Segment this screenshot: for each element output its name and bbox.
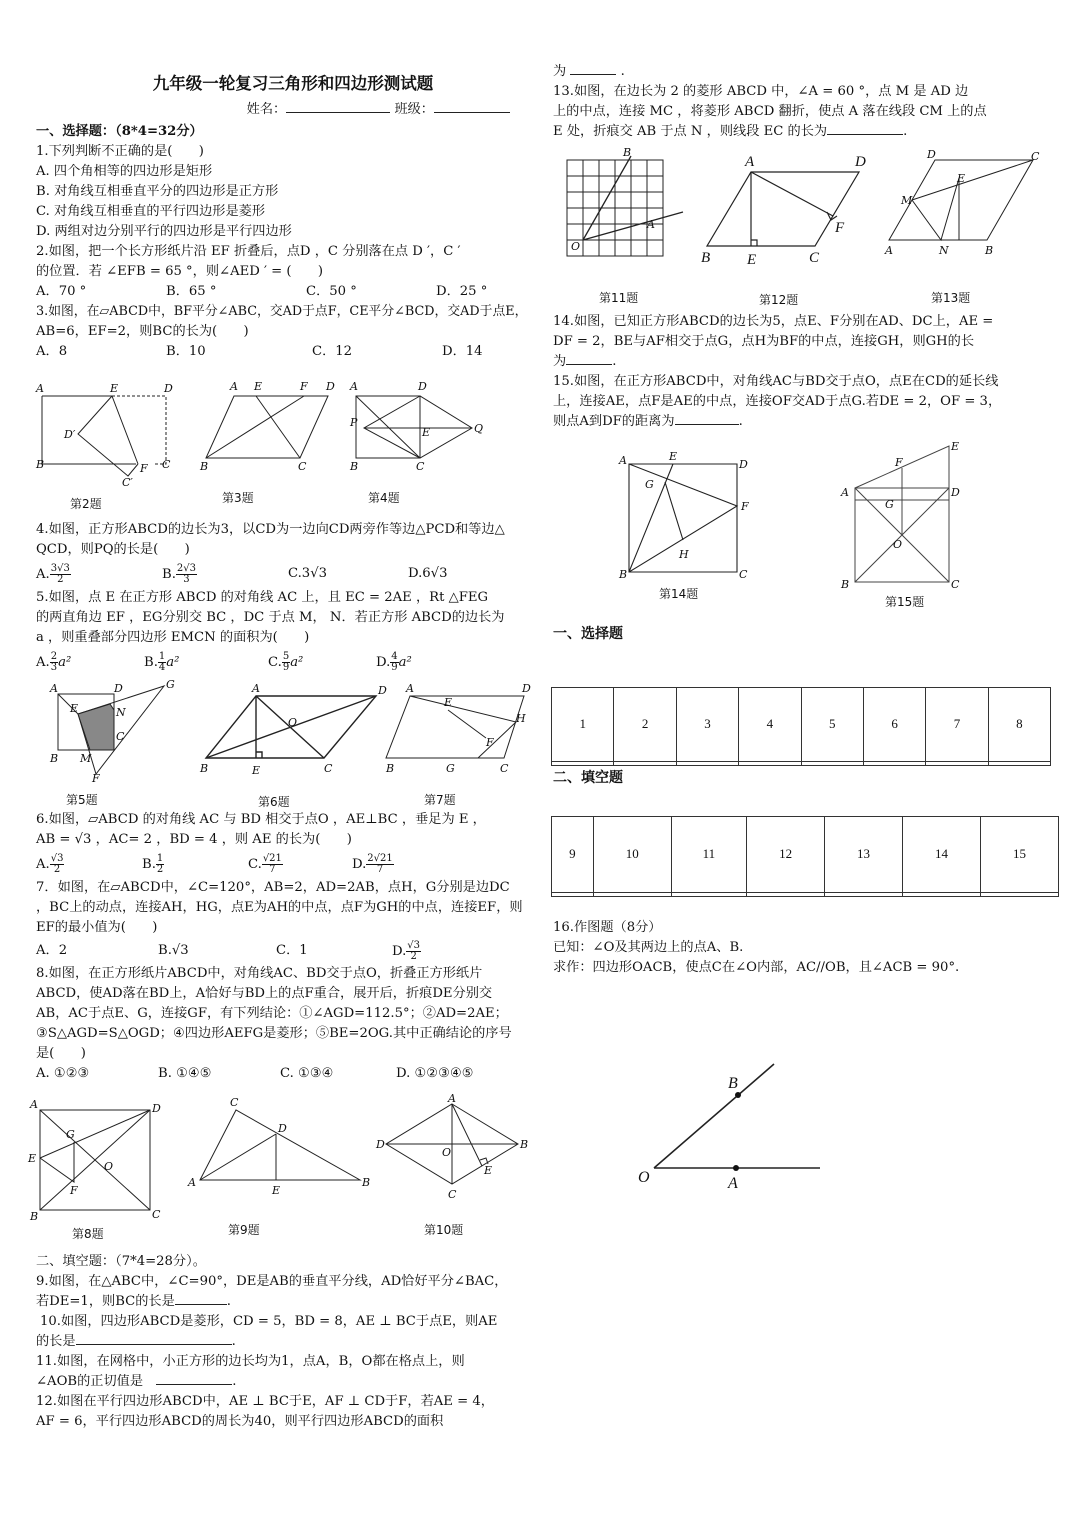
svg-text:F: F — [835, 220, 845, 236]
question-6 — [36, 810, 550, 878]
caption-q6: 第6题 — [258, 795, 290, 809]
svg-text:A: A — [448, 1092, 456, 1105]
choice-number: 2 — [614, 688, 676, 762]
svg-text:E: E — [422, 426, 431, 439]
q7-option-d[interactable]: D. $\frac{√3}{2}$ — [392, 939, 421, 962]
svg-text:B: B — [50, 752, 59, 765]
q14-stem: 14.如图，已知正方形ABCD的边长为5，点E、F分别在AD、DC上，AE = — [553, 314, 994, 329]
svg-text:O: O — [442, 1146, 452, 1159]
q7-option-b[interactable]: B.√3 — [158, 943, 189, 958]
svg-text:B: B — [30, 1210, 39, 1223]
svg-text:C: C — [116, 730, 125, 743]
q5-options — [36, 648, 550, 676]
answer-cell[interactable] — [801, 761, 863, 765]
q15-stem-3: 则点A到DF的距离为 . — [553, 414, 743, 429]
question-11 — [36, 1352, 550, 1392]
figure-q9 — [188, 1096, 378, 1200]
svg-text:B: B — [362, 1176, 371, 1189]
caption-q12: 第12题 — [759, 293, 799, 307]
q12-stem-3: 为 . — [553, 64, 625, 79]
figure-q5 — [44, 678, 184, 785]
svg-text:B: B — [623, 146, 632, 159]
svg-text:O: O — [104, 1160, 114, 1173]
svg-text:C: C — [1031, 150, 1040, 163]
svg-text:O: O — [571, 240, 581, 253]
answer-cell[interactable] — [614, 761, 676, 765]
answer-table-fill — [551, 816, 1059, 897]
answer-cell[interactable] — [903, 892, 981, 896]
q13-stem-2: 上的中点，连接 MC ，将菱形 ABCD 翻折，使点 A 落在线段 CM 上的点 — [553, 104, 987, 119]
name-field[interactable] — [286, 112, 390, 113]
answer-cell[interactable] — [926, 761, 988, 765]
svg-text:B: B — [386, 762, 395, 775]
svg-text:C: C — [230, 1096, 239, 1109]
svg-text:O: O — [288, 716, 298, 729]
q4-options — [36, 560, 550, 588]
fill-number: 11 — [671, 817, 746, 893]
q12-answer-blank[interactable] — [570, 74, 616, 75]
svg-text:A: A — [406, 682, 414, 695]
question-2 — [36, 242, 550, 302]
page-title: 九年级一轮复习三角形和四边形测试题 — [152, 74, 434, 93]
caption-q10: 第10题 — [424, 1223, 464, 1237]
q12-stem-2: AF = 6，平行四边形ABCD的周长为40，则平行四边形ABCD的面积 — [36, 1414, 444, 1429]
q7-options — [36, 938, 550, 964]
svg-text:C′: C′ — [122, 476, 133, 489]
svg-text:B: B — [841, 578, 850, 591]
svg-text:D: D — [326, 380, 335, 393]
q13-stem-3: E 处，折痕交 AB 于点 N ，则线段 EC 的长为 . — [553, 124, 908, 139]
svg-text:G: G — [66, 1128, 75, 1141]
q5-stem: 5.如图，点 E 在正方形 ABCD 的对角线 AC 上，且 EC = 2AE ，Rt △FEG — [36, 590, 489, 605]
answer-sheet-choice-heading: 一、选择题 — [553, 626, 623, 642]
q3-option-d[interactable]: D．14 — [442, 344, 483, 359]
right-column — [553, 62, 1053, 644]
choice-number: 1 — [552, 688, 614, 762]
svg-text:C: C — [162, 458, 171, 471]
q1-stem: 1.下列判断不正确的是( ) — [36, 144, 204, 159]
svg-text:D: D — [376, 1138, 385, 1151]
svg-text:B: B — [200, 762, 209, 775]
svg-text:Q: Q — [474, 422, 484, 435]
answer-cell[interactable] — [552, 761, 614, 765]
figures-2-4 — [36, 362, 550, 520]
class-field[interactable] — [434, 112, 510, 113]
question-13 — [553, 82, 1053, 142]
q2-option-c[interactable]: C．50 ° — [306, 284, 357, 299]
question-9 — [36, 1272, 550, 1312]
fill-number: 14 — [903, 817, 981, 893]
q4-stem: 4.如图，正方形ABCD的边长为3，以CD为一边向CD两旁作等边△PCD和等边△ — [36, 522, 505, 537]
q4-option-a[interactable]: A. $\frac{3√3}{2}$ — [36, 562, 70, 585]
svg-text:G: G — [885, 498, 894, 511]
svg-text:D: D — [927, 148, 936, 161]
figure-q14 — [619, 450, 759, 581]
q2-stem: 2.如图，把一个长方形纸片沿 EF 折叠后，点D ，C 分别落在点 D ′，C ′ — [36, 244, 461, 259]
caption-q5: 第5题 — [66, 793, 98, 807]
svg-text:F: F — [895, 456, 903, 469]
q13-answer-blank[interactable] — [827, 134, 903, 135]
svg-text:F: F — [741, 500, 749, 513]
section-choice-heading: 一、选择题：（8*4=32分） — [36, 124, 203, 139]
question-15 — [553, 372, 1053, 432]
figure-q16[interactable] — [630, 1058, 830, 1198]
q2-options — [36, 282, 550, 302]
q4-option-d[interactable]: D.6√3 — [408, 566, 448, 581]
answer-cell[interactable] — [593, 892, 671, 896]
q11-stem-2: ∠AOB的正切值是 . — [36, 1374, 237, 1389]
fill-number: 13 — [825, 817, 903, 893]
svg-text:E: E — [444, 696, 453, 709]
caption-q3: 第3题 — [222, 491, 254, 505]
q10-answer-blank[interactable] — [76, 1344, 232, 1345]
svg-text:E: E — [252, 764, 261, 777]
q5-option-c[interactable]: C. $\frac{5}{9}$ a² — [268, 650, 304, 673]
q8-stem: 8.如图，在正方形纸片ABCD中，对角线AC、BD交于点O，折叠正方形纸片 — [36, 966, 483, 981]
figure-q13 — [883, 148, 1043, 266]
q6-option-c[interactable]: C. $\frac{√21}{7}$ — [248, 852, 282, 875]
svg-text:C: C — [951, 578, 960, 591]
svg-text:E: E — [28, 1152, 37, 1165]
svg-text:A: A — [350, 380, 358, 393]
figures-14-15 — [553, 432, 1053, 620]
svg-text:F: F — [140, 462, 148, 475]
svg-text:C: C — [500, 762, 509, 775]
q1-option-b[interactable]: B. 对角线互相垂直平分的四边形是正方形 — [36, 184, 279, 199]
question-3 — [36, 302, 550, 362]
q1-option-d[interactable]: D. 两组对边分别平行的四边形是平行四边形 — [36, 224, 292, 239]
caption-q7: 第7题 — [424, 793, 456, 807]
svg-text:D: D — [164, 382, 173, 395]
svg-text:B: B — [701, 250, 711, 266]
svg-text:D: D — [522, 682, 531, 695]
q5-stem-2: 的两直角边 EF ，EG分别交 BC ，DC 于点 M， N．若正方形 ABCD的边长为 — [36, 610, 505, 625]
label-o: O — [638, 1169, 650, 1186]
question-4 — [36, 520, 550, 588]
svg-text:D: D — [739, 458, 748, 471]
svg-text:C: C — [416, 460, 425, 473]
answer-table-choice-row — [552, 761, 1051, 765]
q11-answer-blank[interactable] — [156, 1384, 232, 1385]
svg-text:D: D — [378, 684, 387, 697]
figures-5-7 — [36, 676, 550, 810]
section-fill-heading: 二、填空题：（7*4=28分）。 — [36, 1254, 206, 1269]
answer-cell[interactable] — [676, 761, 738, 765]
svg-text:D′: D′ — [64, 428, 76, 441]
q8-option-a[interactable]: A. ①②③ — [36, 1066, 90, 1081]
q3-option-a[interactable]: A．8 — [36, 344, 68, 359]
q8-stem-3: AB，AC于点E、G，连接GF，有下列结论：①∠AGD=112.5°；②AD=2AE； — [36, 1006, 508, 1021]
answer-cell[interactable] — [552, 892, 594, 896]
choice-number: 8 — [988, 688, 1050, 762]
svg-text:E: E — [254, 380, 263, 393]
q15-answer-blank[interactable] — [675, 424, 739, 425]
caption-q4: 第4题 — [368, 491, 400, 505]
svg-text:F: F — [92, 772, 100, 785]
question-1 — [36, 142, 550, 242]
q2-option-b[interactable]: B．65 ° — [166, 284, 217, 299]
left-column — [28, 72, 550, 1432]
fill-number: 9 — [552, 817, 594, 893]
caption-q8: 第8题 — [72, 1227, 104, 1241]
caption-q11: 第11题 — [599, 291, 639, 305]
svg-text:E: E — [110, 382, 119, 395]
svg-text:A: A — [230, 380, 238, 393]
svg-text:B: B — [36, 458, 45, 471]
svg-text:G: G — [645, 478, 654, 491]
answer-table-choice — [551, 687, 1051, 766]
q10-stem-2: 的长是 . — [36, 1334, 236, 1349]
q6-option-b[interactable]: B. $\frac{1}{2}$ — [142, 852, 164, 875]
svg-text:E: E — [957, 172, 966, 185]
q9-stem-2: 若DE=1，则BC的长是 . — [36, 1294, 231, 1309]
q4-option-b[interactable]: B. $\frac{2√3}{3}$ — [162, 562, 196, 585]
q7-stem-3: EF的最小值为( ) — [36, 920, 158, 935]
svg-text:D: D — [152, 1102, 161, 1115]
choice-number: 4 — [739, 688, 801, 762]
svg-text:B: B — [520, 1138, 529, 1151]
svg-text:B: B — [619, 568, 628, 581]
answer-cell[interactable] — [825, 892, 903, 896]
svg-text:B: B — [350, 460, 359, 473]
svg-text:E: E — [669, 450, 678, 463]
svg-text:E: E — [272, 1184, 281, 1197]
q13-stem: 13.如图，在边长为 2 的菱形 ABCD 中，∠A = 60 °，点 M 是 AD 边 — [553, 84, 969, 99]
q6-options — [36, 850, 550, 878]
figure-q4 — [350, 376, 490, 476]
q8-stem-4: ③S△AGD=S△OGD；④四边形AEFG是菱形；⑤BE=2OG.其中正确结论的序号 — [36, 1026, 512, 1041]
figure-q2 — [36, 376, 176, 489]
name-class-line — [36, 100, 550, 120]
svg-text:F: F — [70, 1184, 78, 1197]
q12-stem: 12.如图在平行四边形ABCD中，AE ⊥ BC于E，AF ⊥ CD于F，若AE = 4， — [36, 1394, 494, 1409]
svg-text:D: D — [114, 682, 123, 695]
svg-text:A: A — [188, 1176, 196, 1189]
svg-text:A: A — [619, 454, 627, 467]
svg-text:N: N — [939, 244, 949, 257]
answer-sheet-fill-heading: 二、填空题 — [553, 770, 623, 786]
svg-text:H: H — [679, 548, 689, 561]
svg-text:M: M — [901, 194, 913, 207]
svg-text:A: A — [745, 154, 755, 170]
figure-q12 — [699, 150, 879, 270]
q1-option-c[interactable]: C. 对角线互相垂直的平行四边形是菱形 — [36, 204, 266, 219]
q14-stem-2: DF = 2，BE与AF相交于点G，点H为BF的中点，连接GH，则GH的长 — [553, 334, 975, 349]
q14-stem-3: 为 . — [553, 354, 617, 369]
q16-task: 求作：四边形OACB，使点C在∠O内部，AC∕∕OB，且∠ACB = 90°. — [553, 960, 960, 975]
fill-number: 10 — [593, 817, 671, 893]
answer-cell[interactable] — [981, 892, 1059, 896]
q3-stem: 3.如图，在▱ABCD中，BF平分∠ABC，交AD于点F，CE平分∠BCD，交AD于点E， — [36, 304, 528, 319]
label-a: A — [728, 1175, 738, 1192]
choice-number: 3 — [676, 688, 738, 762]
svg-text:E: E — [70, 702, 79, 715]
q11-stem: 11.如图，在网格中，小正方形的边长均为1，点A，B，O都在格点上，则 — [36, 1354, 465, 1369]
q3-stem-2: AB=6，EF=2，则BC的长为( ) — [36, 324, 249, 339]
q16-heading: 16.作图题（8分） — [553, 920, 662, 935]
figure-q8 — [28, 1098, 168, 1223]
caption-q15: 第15题 — [885, 595, 925, 609]
answer-table-fill-row — [552, 892, 1059, 896]
question-10 — [36, 1312, 550, 1352]
svg-text:E: E — [951, 440, 960, 453]
question-16 — [553, 918, 1053, 978]
figures-11-13 — [553, 142, 1053, 312]
choice-number: 7 — [926, 688, 988, 762]
svg-text:N: N — [116, 706, 126, 719]
q6-stem-2: AB = √3 ，AC= 2 ，BD = 4 ，则 AE 的长为( ) — [36, 832, 352, 847]
q8-option-b[interactable]: B. ①④⑤ — [158, 1066, 212, 1081]
answer-cell[interactable] — [747, 892, 825, 896]
q8-stem-2: ABCD，使AD落在BD上，A恰好与BD上的点F重合，展开后，折痕DE分别交 — [36, 986, 493, 1001]
q16-given: 已知：∠O及其两边上的点A、B. — [553, 940, 744, 955]
choice-number: 5 — [801, 688, 863, 762]
label-b: B — [728, 1075, 738, 1092]
q4-stem-2: QCD，则PQ的长是( ) — [36, 542, 190, 557]
q6-option-a[interactable]: A. $\frac{√3}{2}$ — [36, 852, 64, 875]
svg-text:C: C — [809, 250, 820, 266]
svg-text:M: M — [80, 752, 92, 765]
svg-text:A: A — [36, 382, 44, 395]
q4-option-c[interactable]: C.3√3 — [288, 566, 327, 581]
q2-option-d[interactable]: D．25 ° — [436, 284, 488, 299]
q15-stem: 15.如图，在正方形ABCD中，对角线AC与BD交于点O，点E在CD的延长线 — [553, 374, 999, 389]
q3-option-c[interactable]: C．12 — [312, 344, 353, 359]
q8-option-c[interactable]: C. ①③④ — [280, 1066, 334, 1081]
svg-text:G: G — [446, 762, 455, 775]
figures-8-10 — [28, 1084, 550, 1252]
question-7 — [36, 878, 550, 964]
q5-stem-3: a ，则重叠部分四边形 EMCN 的面积为( ) — [36, 630, 310, 645]
name-label: 姓名： — [246, 102, 287, 117]
q15-stem-2: 上，连接AE，点F是AE的中点，连接OF交AD于点G.若DE = 2，OF = 3， — [553, 394, 1002, 409]
svg-text:A: A — [50, 682, 58, 695]
svg-text:C: C — [448, 1188, 457, 1201]
caption-q13: 第13题 — [931, 291, 971, 305]
question-5 — [36, 588, 550, 676]
question-14 — [553, 312, 1053, 372]
svg-text:A: A — [30, 1098, 38, 1111]
caption-q9: 第9题 — [228, 1223, 260, 1237]
svg-text:H: H — [516, 712, 526, 725]
choice-number: 6 — [863, 688, 925, 762]
svg-text:A: A — [647, 218, 655, 231]
q1-option-a[interactable]: A. 四个角相等的四边形是矩形 — [36, 164, 213, 179]
point-a — [733, 1165, 739, 1171]
q3-option-b[interactable]: B．10 — [166, 344, 206, 359]
caption-q14: 第14题 — [659, 587, 699, 601]
svg-text:C: C — [298, 460, 307, 473]
q9-answer-blank[interactable] — [175, 1304, 227, 1305]
svg-text:A: A — [885, 244, 893, 257]
svg-text:B: B — [985, 244, 994, 257]
q7-option-a[interactable]: A．2 — [36, 943, 68, 958]
answer-cell[interactable] — [671, 892, 746, 896]
svg-text:C: C — [739, 568, 748, 581]
figure-q11 — [559, 146, 683, 266]
svg-text:A: A — [252, 682, 260, 695]
answer-table-fill-header — [552, 817, 1059, 893]
q8-stem-5: 是( ) — [36, 1046, 86, 1061]
svg-text:C: C — [152, 1208, 161, 1221]
q7-option-c[interactable]: C．1 — [276, 943, 308, 958]
svg-text:G: G — [166, 678, 175, 691]
q2-option-a[interactable]: A．70 ° — [36, 284, 87, 299]
figure-q6 — [200, 682, 390, 782]
q8-option-d[interactable]: D. ①②③④⑤ — [396, 1066, 474, 1081]
svg-text:D: D — [855, 154, 866, 170]
q5-option-d[interactable]: D. $\frac{4}{9}$ a² — [376, 650, 412, 673]
q8-options — [36, 1064, 550, 1084]
q14-answer-blank[interactable] — [566, 364, 612, 365]
svg-text:E: E — [747, 252, 757, 268]
svg-text:F: F — [486, 736, 494, 749]
class-label: 班级： — [394, 102, 434, 117]
fill-number: 15 — [981, 817, 1059, 893]
question-12 — [36, 1392, 550, 1432]
q5-option-a[interactable]: A. $\frac{2}{3}$ a² — [36, 650, 72, 673]
figure-q15 — [839, 440, 989, 596]
svg-text:D: D — [278, 1122, 287, 1135]
q7-stem: 7．如图，在▱ABCD中，∠C=120°，AB=2，AD=2AB，点H，G分别是边DC — [36, 880, 510, 895]
question-8 — [36, 964, 550, 1084]
q9-stem: 9.如图，在△ABC中，∠C=90°，DE是AB的垂直平分线，AD恰好平分∠BAC， — [36, 1274, 508, 1289]
svg-text:B: B — [200, 460, 209, 473]
q6-stem: 6.如图，▱ABCD 的对角线 AC 与 BD 相交于点O ，AE⊥BC ，垂足为 E ， — [36, 812, 486, 827]
answer-cell[interactable] — [863, 761, 925, 765]
answer-cell[interactable] — [988, 761, 1050, 765]
q3-options — [36, 342, 550, 362]
svg-text:D: D — [418, 380, 427, 393]
svg-text:P: P — [350, 416, 358, 429]
figure-q3 — [200, 376, 340, 476]
answer-cell[interactable] — [739, 761, 801, 765]
fill-number: 12 — [747, 817, 825, 893]
q5-option-b[interactable]: B. $\frac{1}{4}$ a² — [144, 650, 180, 673]
q2-stem-2: 的位置．若 ∠EFB = 65 °，则∠AED ′ = ( ) — [36, 264, 324, 279]
caption-q2: 第2题 — [70, 497, 102, 511]
svg-text:E: E — [484, 1164, 493, 1177]
q10-stem: 10.如图，四边形ABCD是菱形，CD = 5，BD = 8，AE ⊥ BC于点E，则AE — [40, 1314, 498, 1329]
svg-text:F: F — [300, 380, 308, 393]
svg-text:D: D — [951, 486, 960, 499]
svg-text:A: A — [841, 486, 849, 499]
q7-stem-2: ，BC上的动点，连接AH，HG，点E为AH的中点，点F为GH的中点，连接EF，则 — [36, 900, 523, 915]
figure-q10 — [376, 1092, 529, 1210]
point-b — [735, 1092, 741, 1098]
svg-text:C: C — [324, 762, 333, 775]
figure-q7 — [386, 682, 536, 782]
answer-table-choice-header — [552, 688, 1051, 762]
q6-option-d[interactable]: D. $\frac{2√21}{7}$ — [352, 852, 393, 875]
svg-text:O: O — [893, 538, 903, 551]
